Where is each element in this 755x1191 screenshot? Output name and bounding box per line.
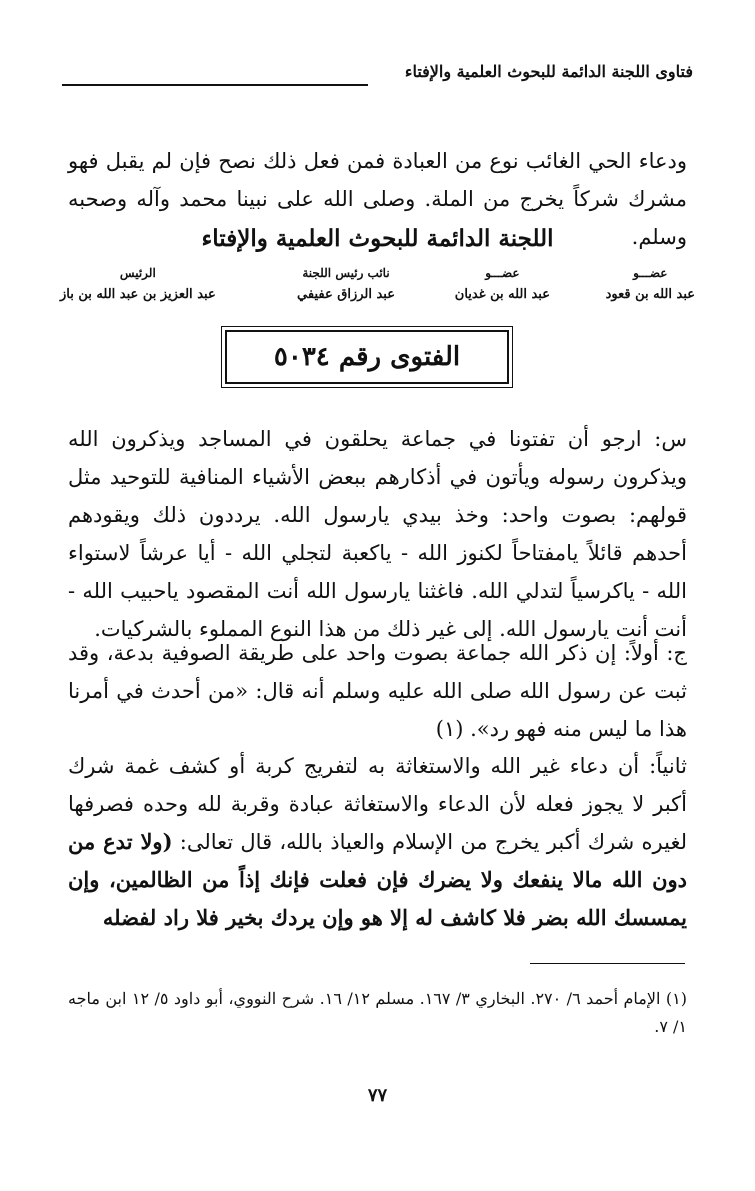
previous-fatwa-closing: ودعاء الحي الغائب نوع من العبادة فمن فعل ذلك نصح فإن لم يقبل فهو مشرك شركاً يخرج من الملة. وصلى الله على نبينا محمد وآله وصحبه وسلم. xyxy=(68,149,687,249)
answer-second-paragraph xyxy=(68,747,687,937)
signatory-role: نائب رئيس اللجنة xyxy=(302,266,390,280)
fatwa-heading: الفتوى رقم ٥٠٣٤ xyxy=(273,342,461,372)
signatory-name: عبد الرزاق عفيفي xyxy=(297,287,395,302)
answer-second-text: ثانياً: أن دعاء غير الله والاستغاثة به لتفريج كربة أو كشف غمة شرك أكبر لا يجوز فعله لأن الدعاء والاستغاثة عبادة وقربة لله وحده فصرفها لغيره شرك أكبر يخرج من الإسلام والعياذ بالله، قال تعالى: xyxy=(68,754,687,854)
signatory-name: عبد الله بن قعود xyxy=(605,287,695,302)
signatory-role: عضـــو xyxy=(633,266,668,280)
quran-quote: (ولا تدع من دون الله مالا ينفعك ولا يضرك فإن فعلت فإنك إذاً من الظالمين، وإن يمسسك الله بضر فلا كاشف له إلا هو وإن يردك بخير فلا راد لفضله xyxy=(68,829,687,930)
signatory-4 xyxy=(60,262,216,306)
footnote: (١) الإمام أحمد ٦/ ٢٧٠. البخاري ٣/ ١٦٧. مسلم ١٢/ ١٦. شرح النووي، أبو داود ٥/ ١٢ ابن ماجه ١/ ٧. xyxy=(68,989,687,1036)
fatwa-number-box xyxy=(225,330,509,384)
signatory-name: عبد الله بن غديان xyxy=(454,287,550,302)
running-title: فتاوى اللجنة الدائمة للبحوث العلمية والإفتاء xyxy=(404,62,693,81)
page-number: ٧٧ xyxy=(367,1085,388,1106)
signatory-2 xyxy=(455,262,550,306)
running-header xyxy=(62,62,693,88)
signatory-3 xyxy=(297,262,395,306)
signatory-role: عضـــو xyxy=(485,266,520,280)
question-paragraph: س: ارجو أن تفتونا في جماعة يحلقون في المساجد ويذكرون الله ويذكرون رسوله ويأتون في أذكارهم ببعض الأشياء المنافية للتوحيد مثل قولهم: بصوت واحد: وخذ بيدي يارسول الله. يرددون ذلك ويقودهم أحدهم قائلاً يامفتاحاً لكنوز الله - ياكعبة لتجلي الله - أيا عرشاً لاستواء الله - ياكرسياً لتدلي الله. فاغثنا يارسول الله أنت المقصود ياحبيب الله - أنت أنت يارسول الله. إلى غير ذلك من هذا النوع المملوء بالشركيات. xyxy=(68,427,687,641)
header-rule xyxy=(62,84,368,86)
answer-first-paragraph: ج: أولاً: إن ذكر الله جماعة بصوت واحد على طريقة الصوفية بدعة، وقد ثبت عن رسول الله صلى الله عليه وسلم أنه قال: «من أحدث في أمرنا هذا ما ليس منه فهو رد». (١) xyxy=(68,641,687,741)
committee-name: اللجنة الدائمة للبحوث العلمية والإفتاء xyxy=(201,225,554,252)
signatories-row xyxy=(60,262,695,312)
signatory-1 xyxy=(606,262,695,306)
footnote-rule xyxy=(530,963,685,964)
signatory-role: الرئيس xyxy=(119,266,156,280)
signatory-name: عبد العزيز بن عبد الله بن باز xyxy=(60,287,216,302)
